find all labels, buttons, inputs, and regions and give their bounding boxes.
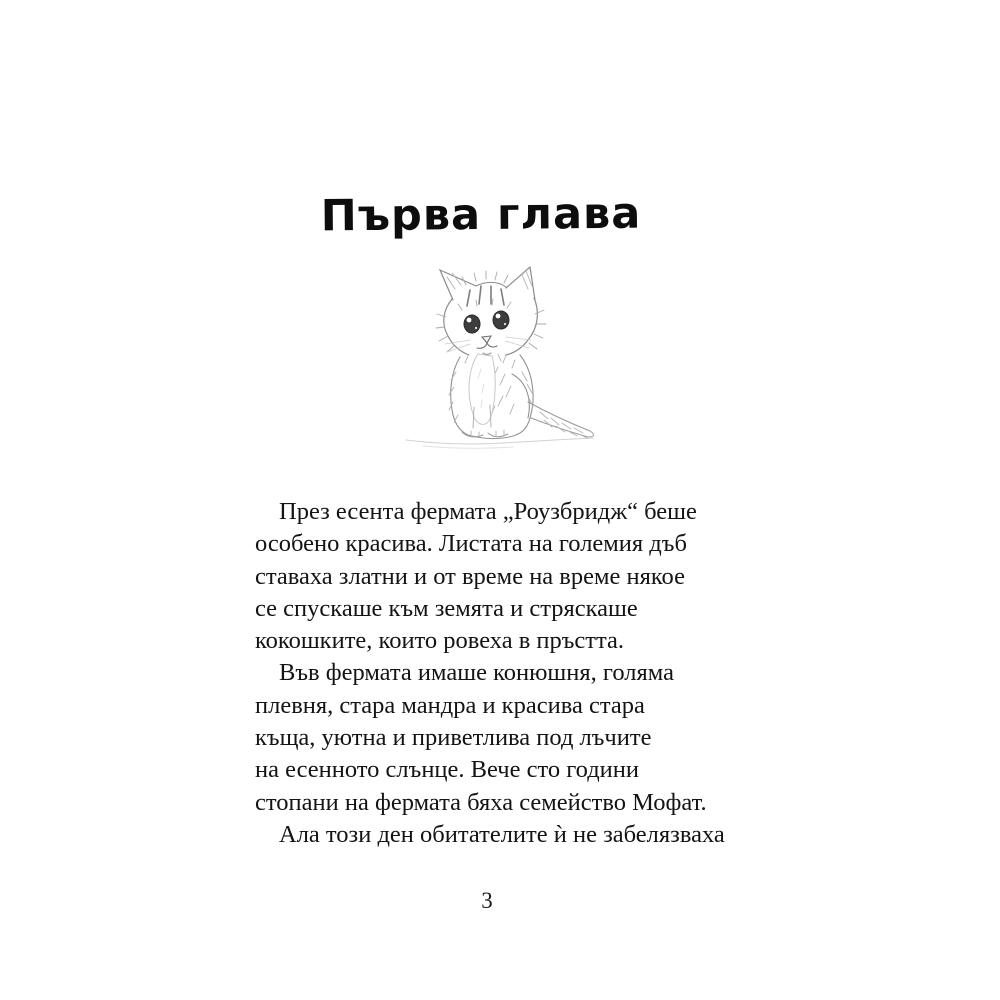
text-line: кокошките, които ровеха в пръстта. — [255, 627, 625, 655]
paragraph-1 — [255, 496, 765, 657]
text-line: Във фермата имаше конюшня, голяма — [279, 659, 674, 687]
paragraph-2 — [255, 657, 765, 818]
kitten-illustration — [398, 262, 598, 457]
text-line: особено красива. Листата на големия дъб — [255, 530, 687, 558]
text-line: ставаха златни и от време на време някое — [255, 562, 685, 590]
text-line: се спускаше към земята и стряскаше — [255, 594, 638, 622]
chapter-title: Първа глава — [320, 188, 642, 242]
body-text — [255, 496, 765, 851]
paragraph-3 — [255, 819, 765, 851]
text-line: къща, уютна и приветлива под лъчите — [255, 724, 652, 752]
text-line: Ала този ден обитателите ѝ не забелязваха — [279, 820, 725, 848]
text-line: стопани на фермата бяха семейство Мофат. — [255, 788, 707, 816]
page-number: 3 — [481, 888, 493, 913]
text-line: на есенното слънце. Вече сто години — [255, 756, 640, 784]
text-line: плевня, стара мандра и красива стара — [255, 691, 645, 719]
text-line: През есента фермата „Роузбридж“ беше — [279, 498, 697, 525]
